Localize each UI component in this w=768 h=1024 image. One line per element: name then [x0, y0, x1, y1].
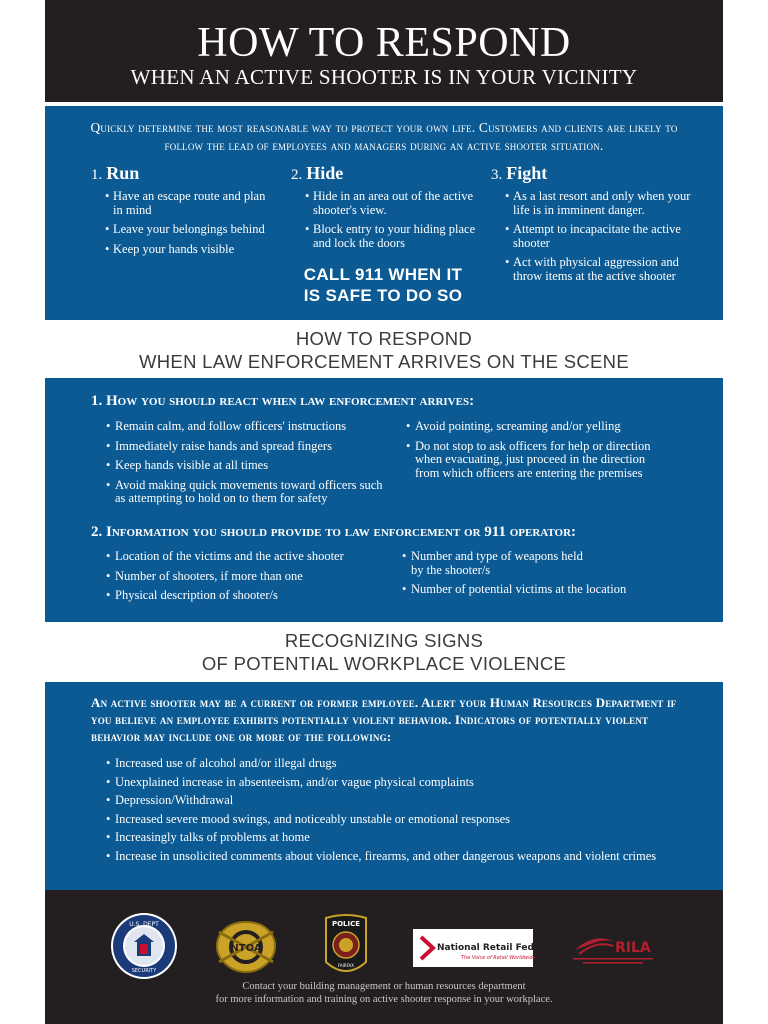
hide-title: Hide — [306, 163, 344, 183]
page-subtitle: WHEN AN ACTIVE SHOOTER IS IN YOUR VICINITY — [130, 65, 638, 89]
list-item: • Physical description of shooter/s — [101, 589, 391, 603]
page-title: HOW TO RESPOND — [197, 20, 571, 66]
svg-text:NTOA: NTOA — [230, 943, 262, 954]
list-item: • Have an escape route and plan in mind — [91, 190, 277, 217]
warning-signs-list — [101, 753, 701, 868]
fight-column — [491, 162, 691, 289]
fairfax-police-patch-logo — [323, 912, 369, 980]
run-title: Run — [106, 163, 140, 183]
run-number: 1. — [91, 167, 103, 183]
hide-column — [291, 162, 477, 256]
list-item: • Attempt to incapacitate the active shooter — [491, 223, 691, 250]
list-item: • As a last resort and only when your life is in imminent danger. — [491, 190, 691, 217]
svg-text:FAIRFAX: FAIRFAX — [337, 963, 355, 968]
run-list — [91, 190, 277, 256]
list-item: • Number of shooters, if more than one — [101, 570, 391, 584]
law-enforcement-section-heading — [45, 327, 723, 373]
react-list-right — [401, 416, 671, 486]
svg-text:The Voice of Retail Worldwide: The Voice of Retail Worldwide — [461, 955, 536, 961]
run-column — [91, 162, 277, 262]
list-item: • Remain calm, and follow officers' instructions — [101, 420, 391, 434]
list-item: • Increase in unsolicited comments about violence, firearms, and other dangerous weapons and violent crimes — [101, 850, 701, 864]
call-911-notice — [283, 264, 483, 306]
information-list-left — [101, 546, 391, 609]
fight-heading — [491, 162, 691, 186]
fight-list — [491, 190, 691, 283]
call-911-line2: IS SAFE TO DO SO — [303, 286, 463, 305]
list-item: • Immediately raise hands and spread fingers — [101, 440, 391, 454]
workplace-violence-section-heading — [45, 629, 723, 675]
section-heading-line1: HOW TO RESPOND — [295, 328, 473, 349]
list-item: • Act with physical aggression and throw items at the active shooter — [491, 256, 691, 283]
hide-number: 2. — [291, 167, 303, 183]
footer — [45, 890, 723, 1024]
list-item: • Increasingly talks of problems at home — [101, 831, 701, 845]
list-item: • Leave your belongings behind — [91, 223, 277, 237]
warning-signs-panel — [45, 682, 723, 890]
fight-number: 3. — [491, 167, 503, 183]
section-heading-line1: RECOGNIZING SIGNS — [284, 630, 484, 651]
poster — [45, 0, 723, 1024]
hide-heading — [291, 162, 477, 186]
top-header — [45, 0, 723, 102]
partner-logos — [45, 900, 723, 974]
react-list-left — [101, 416, 391, 512]
list-item: • Keep your hands visible — [91, 243, 277, 257]
list-item: • Avoid making quick movements toward officers such as attempting to hold on to them for safety — [101, 479, 391, 506]
list-item: • Unexplained increase in absenteeism, and/or vague physical complaints — [101, 776, 701, 790]
svg-text:RILA: RILA — [615, 940, 651, 956]
footer-text-line2: for more information and training on active shooter response in your workplace. — [215, 994, 553, 1005]
fight-title: Fight — [506, 163, 548, 183]
svg-text:National Retail Federation: National Retail Federation — [437, 943, 571, 953]
list-item: • Increased use of alcohol and/or illegal drugs — [101, 757, 701, 771]
active-shooter-panel — [45, 106, 723, 320]
information-heading: 2. Information you should provide to law enforcement or 911 operator: — [91, 524, 577, 540]
list-item: • Avoid pointing, screaming and/or yelling — [401, 420, 671, 434]
list-item: • Block entry to your hiding place and lock the doors — [291, 223, 477, 250]
svg-text:POLICE: POLICE — [331, 920, 361, 928]
react-heading: 1. How you should react when law enforcement arrives: — [91, 393, 475, 409]
list-item: • Depression/Withdrawal — [101, 794, 701, 808]
list-item: • Number and type of weapons held by the shooter/s — [397, 550, 591, 577]
section-heading-line2: WHEN LAW ENFORCEMENT ARRIVES ON THE SCENE — [139, 351, 629, 372]
call-911-line1: CALL 911 WHEN IT — [303, 265, 463, 284]
warning-signs-intro: An active shooter may be a current or former employee. Alert your Human Resources Department if you believe an employee exhibits potentially violent behavior. Indicators of potentially violent behavior may include one or more of the following: — [91, 695, 677, 744]
section-heading-line2: OF POTENTIAL WORKPLACE VIOLENCE — [201, 653, 567, 674]
svg-text:SECURITY: SECURITY — [131, 968, 157, 974]
run-heading — [91, 162, 277, 186]
ntoa-badge-logo — [213, 918, 279, 976]
list-item: • Do not stop to ask officers for help or direction when evacuating, just proceed in the direction from which officers are entering the premises — [401, 440, 671, 481]
dhs-seal-logo — [110, 912, 178, 980]
list-item: • Number of potential victims at the location — [397, 583, 687, 597]
list-item: • Keep hands visible at all times — [101, 459, 391, 473]
intro-text: Quickly determine the most reasonable way to protect your own life. Customers and clients are likely to follow the lead of employees and managers during an active shooter situation. — [90, 120, 678, 153]
national-retail-federation-logo — [413, 929, 571, 967]
law-enforcement-panel — [45, 378, 723, 622]
footer-text-line1: Contact your building management or human resources department — [242, 981, 526, 992]
information-list-right — [397, 546, 687, 603]
list-item: • Location of the victims and the active shooter — [101, 550, 391, 564]
footer-contact-text — [45, 980, 723, 1006]
hide-list — [291, 190, 477, 250]
list-item: • Hide in an area out of the active shooter's view. — [291, 190, 477, 217]
list-item: • Increased severe mood swings, and noticeably unstable or emotional responses — [101, 813, 701, 827]
svg-text:U.S. DEPT: U.S. DEPT — [129, 921, 159, 928]
rila-logo — [569, 928, 659, 968]
